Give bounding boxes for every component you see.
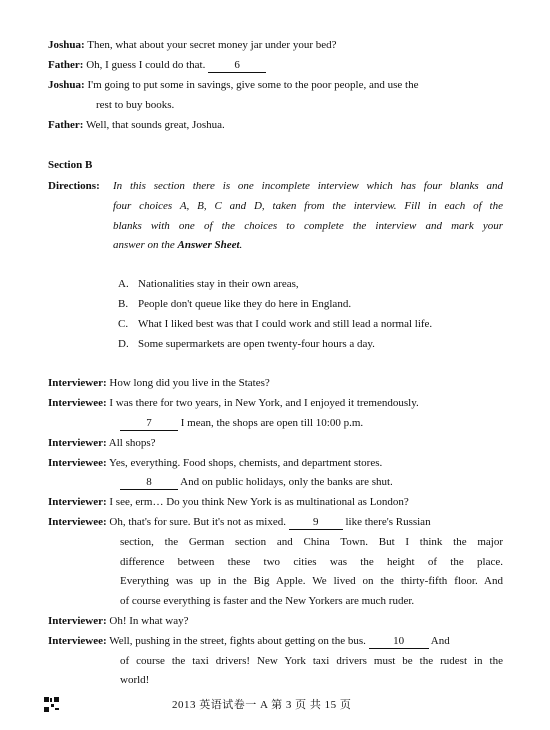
interview-line <box>48 513 431 533</box>
answer-blank: 10 <box>369 634 429 649</box>
speaker-label: Interviewer: <box>48 437 107 449</box>
section-title: Section B <box>48 159 93 171</box>
dialogue-line <box>48 116 225 136</box>
interview-text: I was there for two years, in New York, and I enjoyed it tremendously. <box>109 397 419 409</box>
interview-line <box>48 434 156 454</box>
option-item <box>118 335 375 355</box>
interview-line <box>48 394 419 414</box>
answer-sheet-term: Answer Sheet <box>177 239 240 251</box>
interview-text: I see, erm… Do you think New York is as multinational as London? <box>109 496 409 508</box>
interview-text: Well, pushing in the street, fights about getting on the bus. <box>109 635 366 647</box>
directions-text: answer on the <box>113 239 178 251</box>
qr-code-icon <box>44 697 59 712</box>
interview-continuation: difference between these two cities was the height of the place. <box>120 556 503 568</box>
option-letter: D. <box>118 338 129 350</box>
directions-label: Directions: <box>48 180 100 192</box>
dialogue-line <box>48 36 337 56</box>
dialogue-line <box>48 76 418 96</box>
interview-line <box>48 493 409 513</box>
interview-text: And on public holidays, only the banks are shut. <box>180 476 393 488</box>
option-item <box>118 315 432 335</box>
dialogue-text: I'm going to put some in savings, give some to the poor people, and use the <box>87 79 419 91</box>
speaker-label: Joshua: <box>48 79 85 91</box>
interview-text: And <box>430 635 450 647</box>
speaker-label: Interviewee: <box>48 457 107 469</box>
interview-text: Oh! In what way? <box>109 615 189 627</box>
option-letter: C. <box>118 318 129 330</box>
speaker-label: Joshua: <box>48 39 85 51</box>
option-text: People don't queue like they do here in England. <box>138 298 352 310</box>
answer-blank: 7 <box>120 416 178 431</box>
option-item <box>118 275 299 295</box>
interview-line <box>120 414 363 434</box>
directions-line: blanks with one of the choices to complete the interview and mark your <box>113 220 503 232</box>
interview-continuation: of course everything is faster and the New Yorkers are much ruder. <box>120 595 415 607</box>
interview-text: Yes, everything. Food shops, chemists, and department stores. <box>108 457 383 469</box>
option-text: Nationalities stay in their own areas, <box>138 278 299 290</box>
interview-line <box>48 612 189 632</box>
speaker-label: Interviewer: <box>48 615 107 627</box>
interview-line <box>120 473 393 493</box>
interview-text: How long did you live in the States? <box>109 377 270 389</box>
dialogue-line <box>48 56 266 76</box>
option-item <box>118 295 351 315</box>
speaker-label: Father: <box>48 119 84 131</box>
interview-line <box>48 632 450 652</box>
interview-continuation: of course the taxi drivers! New York taxi drivers must be the rudest in the <box>120 655 503 667</box>
answer-blank: 9 <box>289 515 343 530</box>
answer-blank: 8 <box>120 475 178 490</box>
interview-line <box>48 374 270 394</box>
directions-text: . <box>239 239 243 251</box>
interview-continuation: world! <box>120 674 150 686</box>
speaker-label: Interviewee: <box>48 635 107 647</box>
answer-blank: 6 <box>208 58 266 73</box>
interview-continuation: section, the German section and China Town. But I think the major <box>120 536 503 548</box>
interview-text: All shops? <box>108 437 156 449</box>
speaker-label: Father: <box>48 59 84 71</box>
speaker-label: Interviewee: <box>48 516 107 528</box>
dialogue-text: Well, that sounds great, Joshua. <box>86 119 225 131</box>
option-letter: B. <box>118 298 129 310</box>
dialogue-text: Then, what about your secret money jar under your bed? <box>87 39 337 51</box>
dialogue-text: Oh, I guess I could do that. <box>86 59 206 71</box>
interview-continuation: Everything was up in the Big Apple. We lived on the thirty-fifth floor. And <box>120 575 503 587</box>
option-text: What I liked best was that I could work and still lead a normal life. <box>138 318 433 330</box>
interview-text: Oh, that's for sure. But it's not as mixed. <box>109 516 286 528</box>
option-letter: A. <box>118 278 129 290</box>
speaker-label: Interviewer: <box>48 377 107 389</box>
option-text: Some supermarkets are open twenty-four hours a day. <box>138 338 375 350</box>
speaker-label: Interviewee: <box>48 397 107 409</box>
interview-line <box>48 454 382 474</box>
interview-text: I mean, the shops are open till 10:00 p.m. <box>180 417 364 429</box>
page-footer: 2013 英语试卷一 A 第 3 页 共 15 页 <box>172 699 352 711</box>
speaker-label: Interviewer: <box>48 496 107 508</box>
directions-line: four choices A, B, C and D, taken from the interview. Fill in each of the <box>113 200 503 212</box>
directions-line: In this section there is one incomplete interview which has four blanks and <box>113 180 503 192</box>
directions-line <box>113 236 242 256</box>
interview-text: like there's Russian <box>345 516 431 528</box>
dialogue-continuation: rest to buy books. <box>96 99 175 111</box>
